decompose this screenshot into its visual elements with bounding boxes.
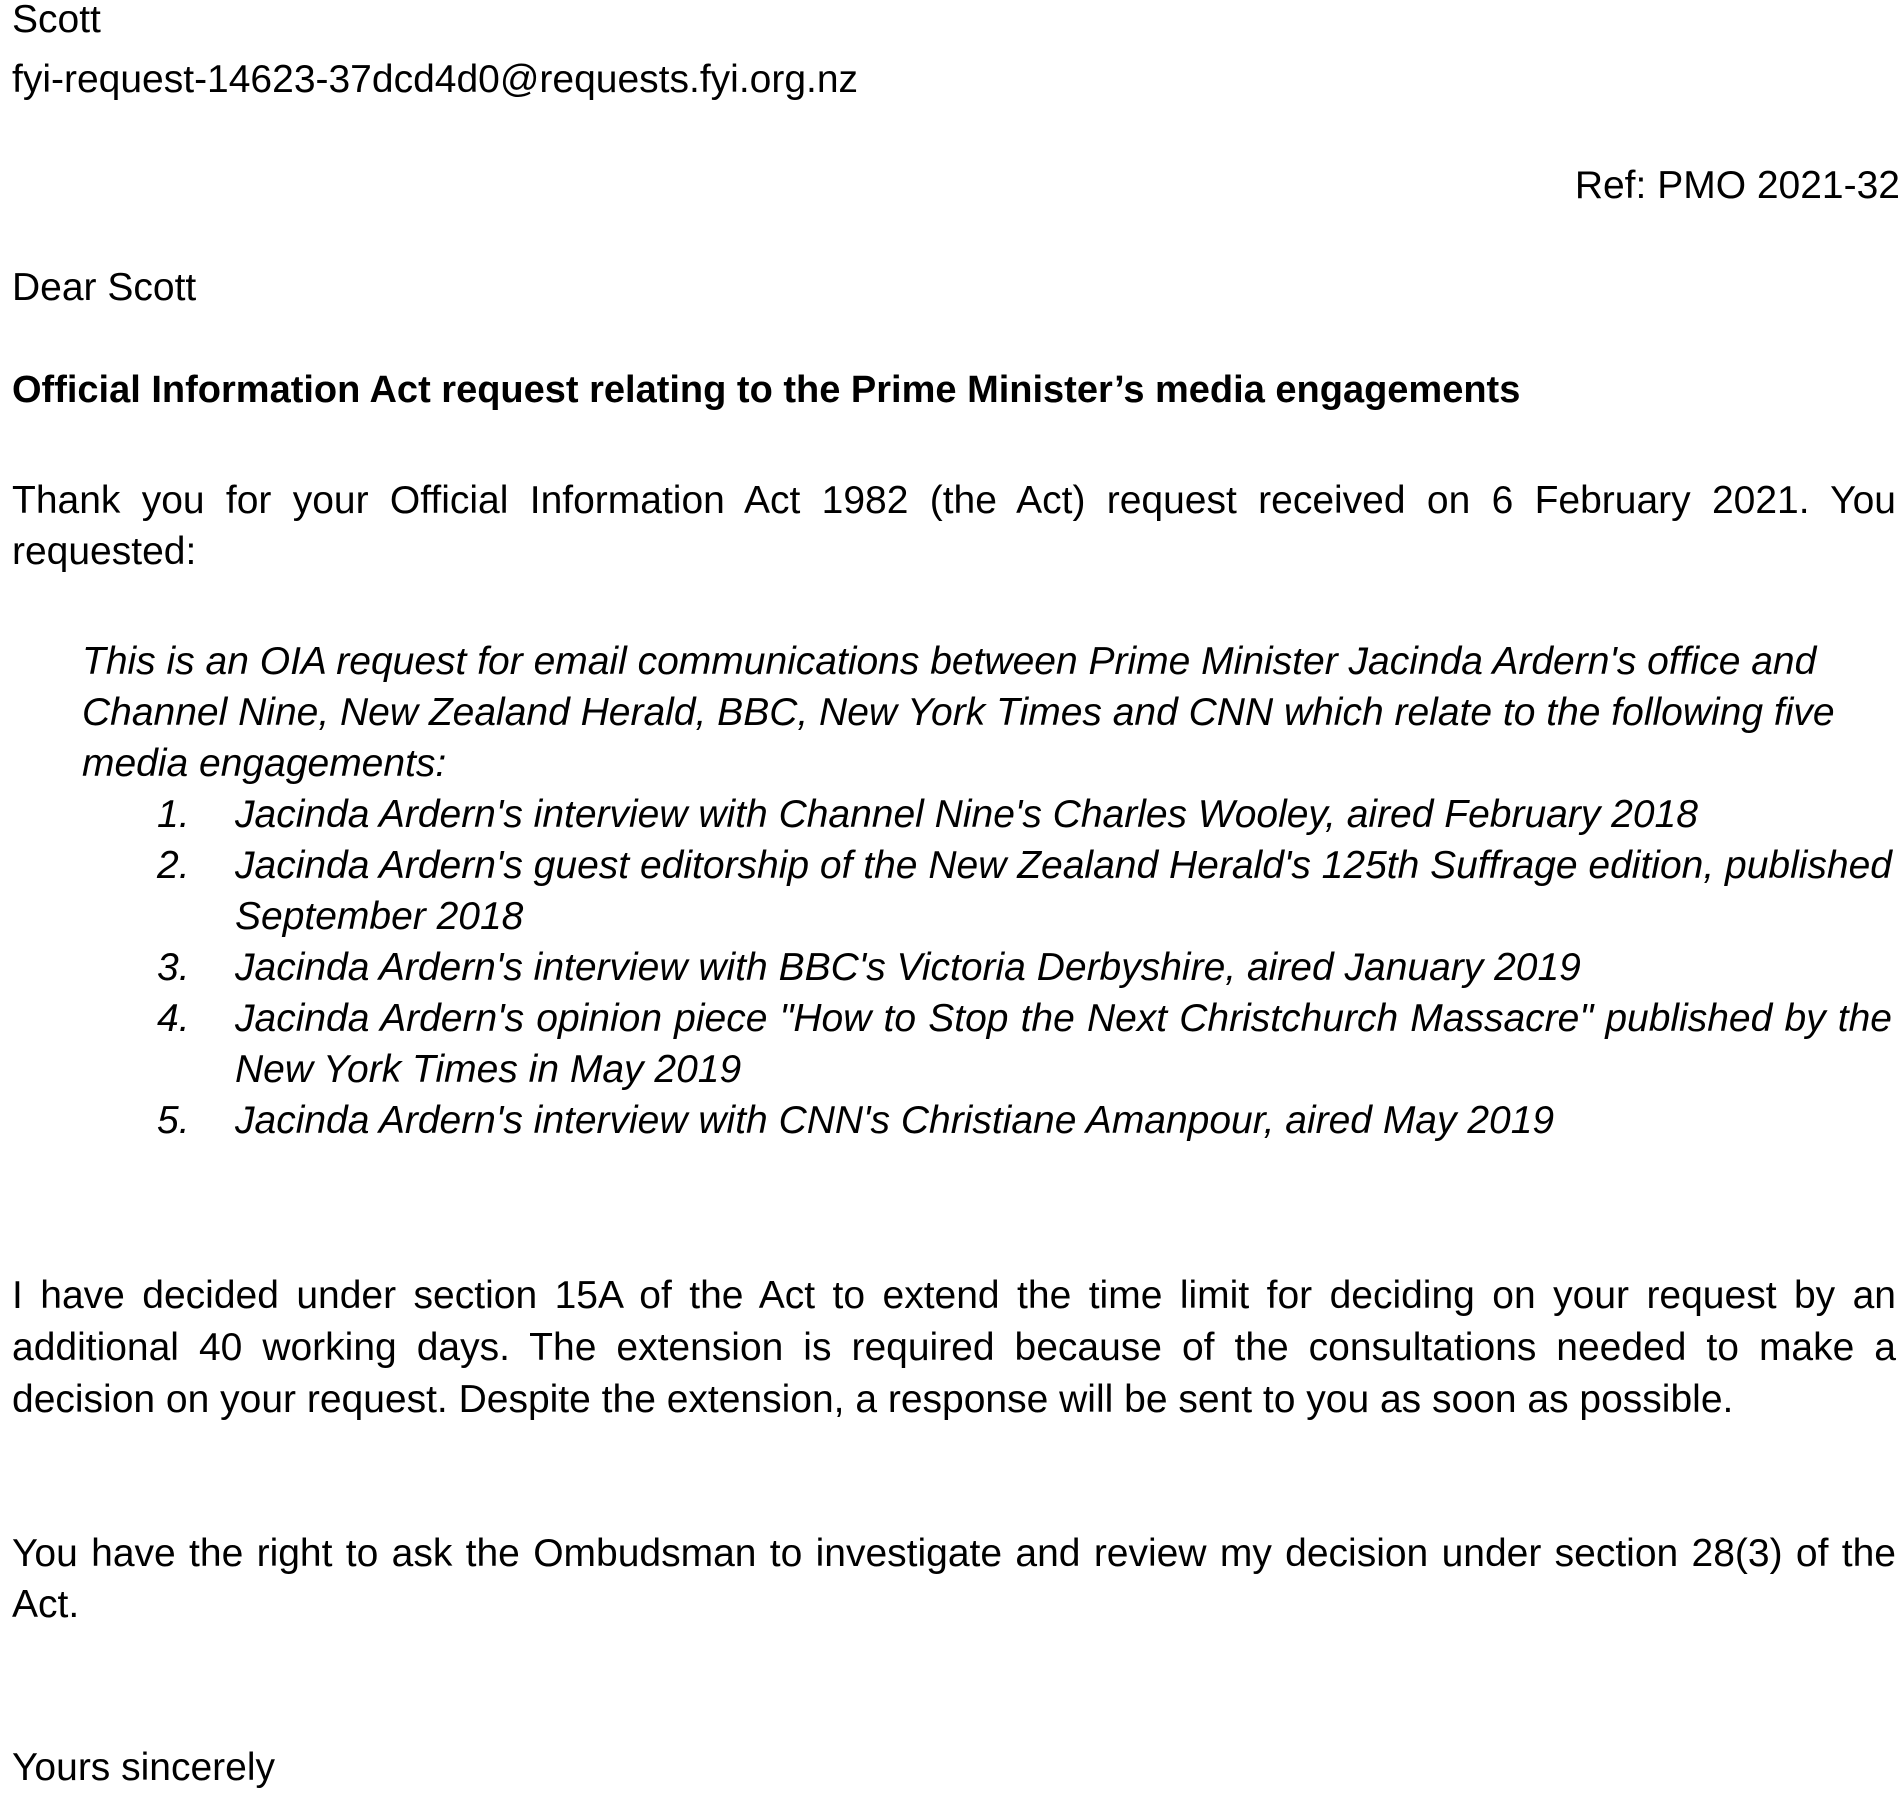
intro-paragraph: Thank you for your Official Information Act 1982 (the Act) request received on 6 February 2021. You requested:	[12, 479, 1896, 573]
request-quote-text: This is an OIA request for email communications between Prime Minister Jacinda Ardern's office and Channel Nine, New Zealand Herald, BBC, New York Times and CNN which relate to the following five media engagements:	[82, 640, 1835, 785]
list-item	[82, 840, 1892, 942]
subject-heading: Official Information Act request relating to the Prime Minister’s media engagements	[12, 369, 1521, 411]
list-item	[82, 1095, 1892, 1146]
reference-number: Ref: PMO 2021-32	[1574, 164, 1900, 207]
salutation: Dear Scott	[12, 266, 197, 309]
recipient-email: fyi-request-14623-37dcd4d0@requests.fyi.org.nz	[12, 58, 859, 101]
list-item-text: Jacinda Ardern's opinion piece "How to Stop the Next Christchurch Massacre" published by the New York Times in May 2019	[235, 997, 1892, 1091]
closing: Yours sincerely	[12, 1746, 276, 1789]
ombudsman-paragraph: You have the right to ask the Ombudsman to investigate and review my decision under section 28(3) of the Act.	[12, 1532, 1896, 1626]
request-quote	[82, 636, 1892, 1146]
list-item-number: 3.	[157, 946, 190, 989]
list-item-text: Jacinda Ardern's interview with BBC's Victoria Derbyshire, aired January 2019	[235, 946, 1581, 989]
list-item-number: 2.	[157, 844, 190, 887]
list-item-number: 5.	[157, 1099, 190, 1142]
list-item-text: Jacinda Ardern's interview with Channel Nine's Charles Wooley, aired February 2018	[235, 793, 1698, 836]
list-item-text: Jacinda Ardern's guest editorship of the New Zealand Herald's 125th Suffrage edition, published September 2018	[235, 844, 1892, 938]
list-item	[82, 993, 1892, 1095]
decision-paragraph: I have decided under section 15A of the Act to extend the time limit for deciding on your request by an additional 40 working days. The extension is required because of the consultations needed to make a decision on your request. Despite the extension, a response will be sent to you as soon as possible.	[12, 1274, 1896, 1421]
list-item	[82, 789, 1892, 840]
engagement-list	[82, 789, 1892, 1146]
list-item-text: Jacinda Ardern's interview with CNN's Christiane Amanpour, aired May 2019	[235, 1099, 1555, 1142]
list-item-number: 4.	[157, 997, 190, 1040]
list-item	[82, 942, 1892, 993]
recipient-name: Scott	[12, 0, 101, 41]
list-item-number: 1.	[157, 793, 190, 836]
